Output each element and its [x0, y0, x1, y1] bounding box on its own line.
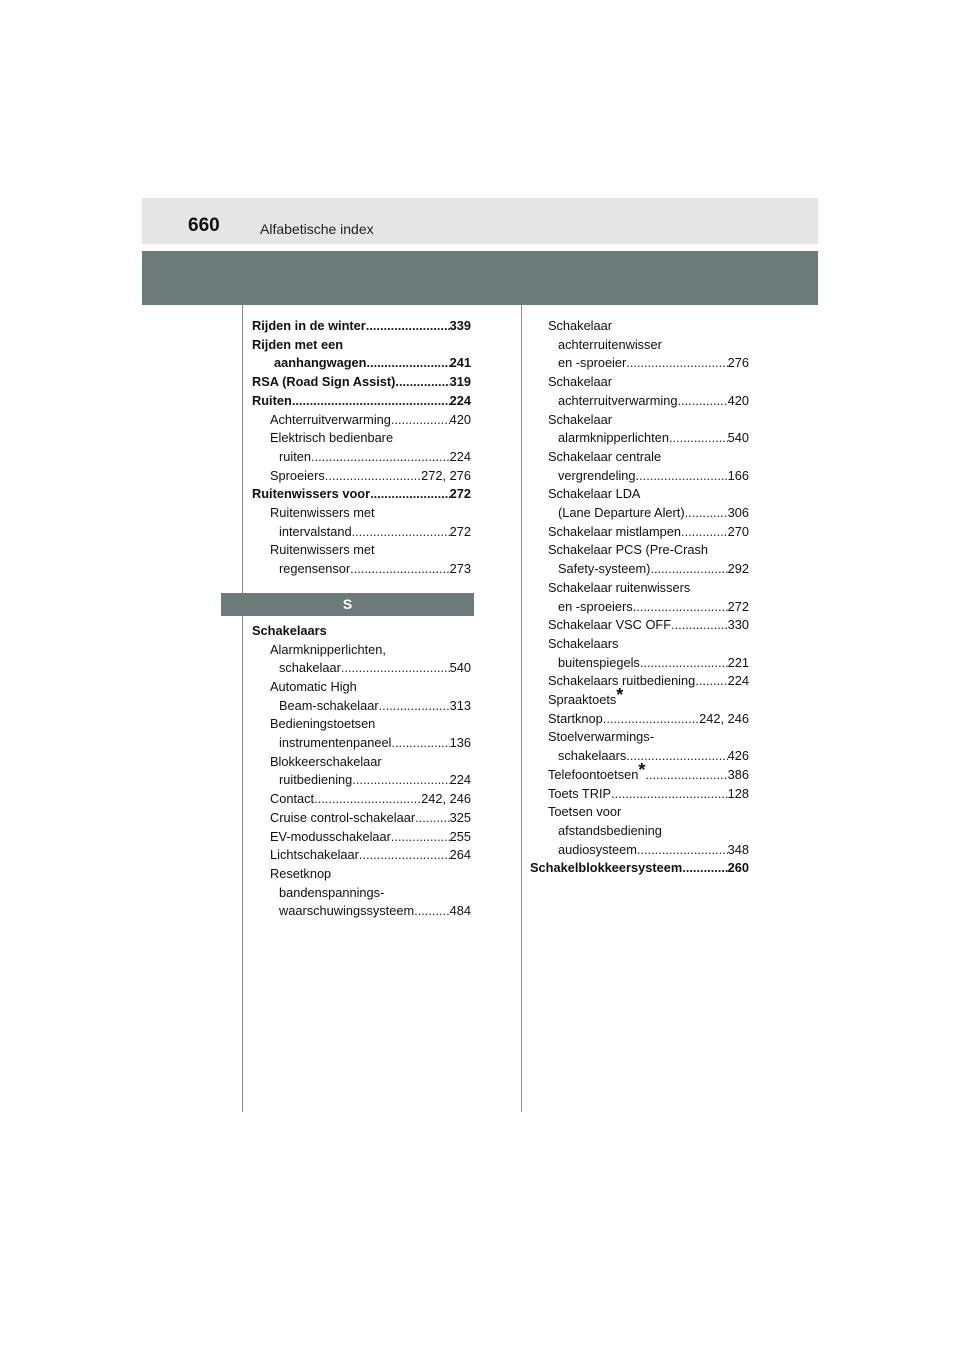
index-subentry: Cruise control-schakelaar ..... 325 [252, 809, 471, 828]
index-subentry: audiosysteem ..... 348 [530, 841, 749, 860]
index-subentry: Schakelaars ruitbediening ..... 224 [530, 672, 749, 691]
index-entry: Ruiten ..... 224 [252, 392, 471, 411]
index-subentry: waarschuwingssysteem ..... 484 [252, 902, 471, 921]
index-entry: Schakelblokkeersysteem ..... 260 [530, 859, 749, 878]
index-subentry: Spraaktoets* [548, 685, 624, 708]
index-subentry: schakelaar ..... 540 [252, 659, 471, 678]
index-subentry: alarmknipperlichten ..... 540 [530, 429, 749, 448]
index-subentry: Achterruitverwarming ..... 420 [252, 411, 471, 430]
index-subentry: EV-modusschakelaar ..... 255 [252, 828, 471, 847]
index-subentry: schakelaars ..... 426 [530, 747, 749, 766]
index-subentry: achterruitenwisser [558, 336, 662, 352]
left-column-rule [242, 305, 243, 1112]
index-subentry: Elektrisch bedienbare [270, 430, 394, 446]
index-subentry: Schakelaar [548, 374, 613, 390]
index-subentry: Ruitenwissers met [270, 542, 375, 558]
index-column-right [530, 317, 749, 878]
index-subentry: Lichtschakelaar ..... 264 [252, 846, 471, 865]
index-subentry: Schakelaar VSC OFF ..... 330 [530, 616, 749, 635]
index-subentry: Telefoontoetsen * ..... 386 [530, 766, 749, 785]
index-column-left [252, 317, 471, 921]
index-subentry: bandenspannings- [279, 884, 385, 900]
section-header-s: S [221, 593, 474, 616]
index-subentry: Sproeiers ..... 272, 276 [252, 467, 471, 486]
index-subentry: Startknop ..... 242, 246 [530, 710, 749, 729]
index-subentry: Toets TRIP ..... 128 [530, 785, 749, 804]
index-subentry: regensensor ..... 273 [252, 560, 471, 579]
index-subentry: Schakelaar mistlampen ..... 270 [530, 523, 749, 542]
index-entry: Rijden in de winter ..... 339 [252, 317, 471, 336]
index-subentry: Alarmknipperlichten, [270, 641, 386, 657]
index-entry: RSA (Road Sign Assist) ..... 319 [252, 373, 471, 392]
index-subentry: Schakelaar centrale [548, 448, 662, 464]
footnote-asterisk: * [616, 685, 624, 706]
index-subentry: instrumentenpaneel ..... 136 [252, 734, 471, 753]
index-entry: aanhangwagen ..... 241 [252, 354, 471, 373]
index-subentry: Safety-systeem) ..... 292 [530, 560, 749, 579]
index-subentry: ruitbediening ..... 224 [252, 771, 471, 790]
index-subentry: Schakelaar PCS (Pre-Crash [548, 542, 709, 558]
index-subentry: Schakelaar ruitenwissers [548, 579, 691, 595]
index-entry: Schakelaars [252, 622, 327, 638]
index-subentry: afstandsbediening [558, 822, 662, 838]
index-subentry: Blokkeerschakelaar [270, 753, 382, 769]
index-subentry: (Lane Departure Alert) ..... 306 [530, 504, 749, 523]
index-subentry: buitenspiegels ..... 221 [530, 654, 749, 673]
index-subentry: Stoelverwarmings- [548, 729, 654, 745]
page-header [142, 198, 818, 244]
index-subentry: Beam-schakelaar ..... 313 [252, 697, 471, 716]
right-column-rule [521, 305, 522, 1112]
index-subentry: vergrendeling ..... 166 [530, 467, 749, 486]
index-subentry: Schakelaar [548, 411, 613, 427]
index-subentry: Bedieningstoetsen [270, 716, 376, 732]
index-subentry: Resetknop [270, 865, 332, 881]
index-entry: Ruitenwissers voor ..... 272 [252, 485, 471, 504]
header-band [142, 251, 818, 305]
index-subentry: Contact ..... 242, 246 [252, 790, 471, 809]
index-subentry: achterruitverwarming ..... 420 [530, 392, 749, 411]
index-subentry: Schakelaar [548, 318, 613, 333]
index-entry: Rijden met een [252, 336, 344, 352]
index-subentry: Schakelaar LDA [548, 486, 641, 502]
index-subentry: Schakelaars [548, 635, 619, 651]
index-subentry: en -sproeiers ..... 272 [530, 598, 749, 617]
index-subentry: Ruitenwissers met [270, 505, 375, 521]
page-number: 660 [188, 215, 220, 236]
index-subentry: Toetsen voor [548, 804, 622, 820]
index-subentry: intervalstand ..... 272 [252, 523, 471, 542]
index-subentry: ruiten ..... 224 [252, 448, 471, 467]
index-subentry: Automatic High [270, 678, 357, 694]
page-title: Alfabetische index [260, 221, 374, 237]
index-subentry: en -sproeier ..... 276 [530, 354, 749, 373]
